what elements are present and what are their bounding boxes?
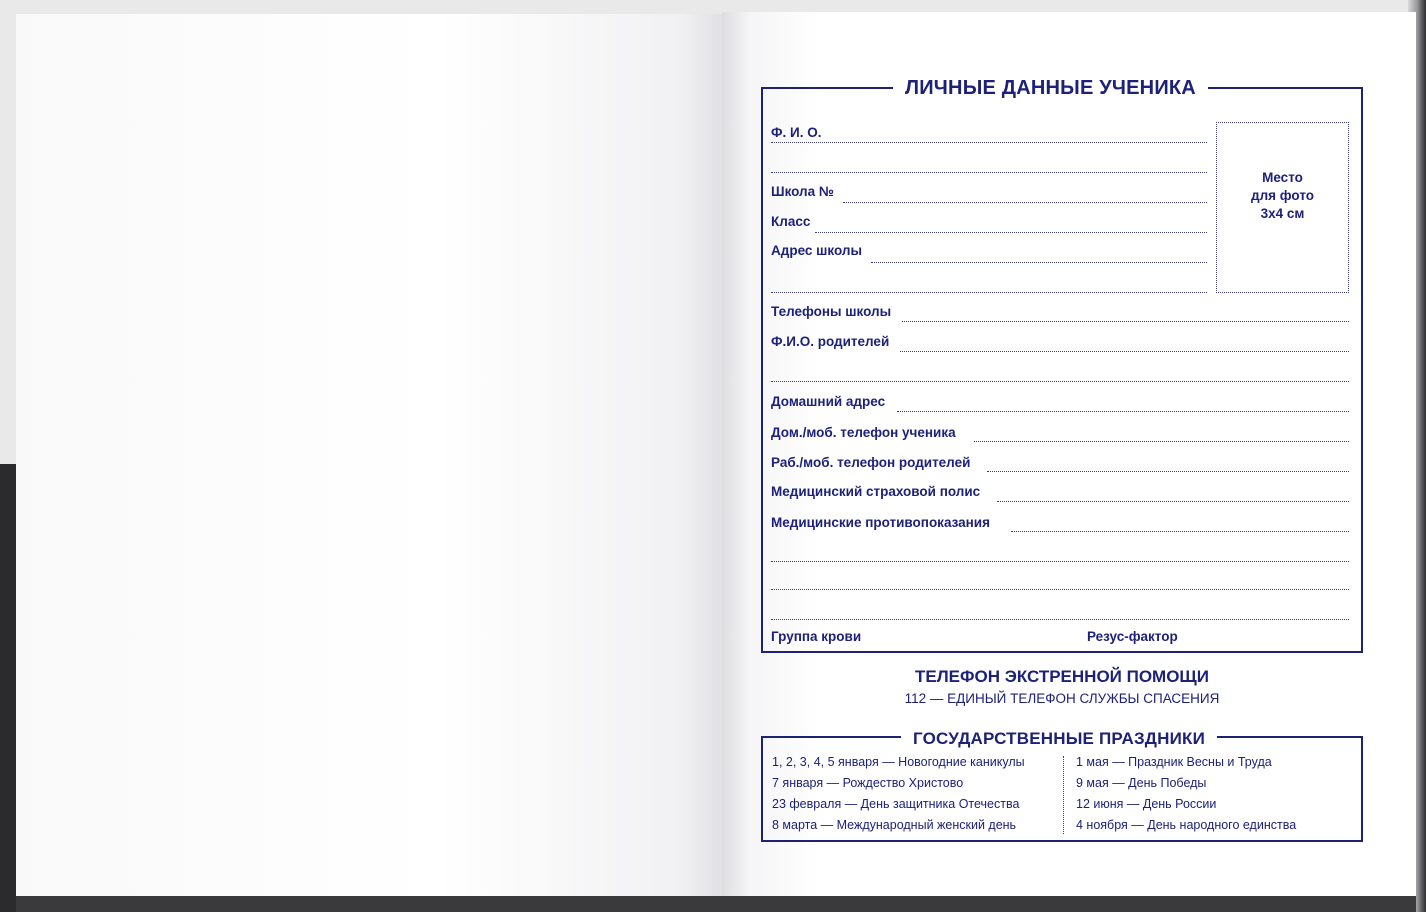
label-fio: Ф. И. О.	[771, 125, 822, 140]
label-student-phone: Дом./моб. телефон ученика	[771, 425, 956, 440]
input-line-fio-2[interactable]	[771, 151, 1207, 173]
input-line-class[interactable]	[815, 211, 1207, 233]
label-parents-phone: Раб./моб. телефон родителей	[771, 455, 971, 470]
input-line-school-address[interactable]	[871, 241, 1207, 263]
input-line-contraindications-2[interactable]	[771, 540, 1349, 562]
label-parents-fio: Ф.И.О. родителей	[771, 334, 890, 349]
input-line-contraindications[interactable]	[1011, 510, 1349, 532]
holiday-item: 8 марта — Международный женский день	[772, 818, 1017, 832]
holidays-divider	[1063, 756, 1064, 834]
label-school-no: Школа №	[771, 184, 834, 199]
input-line-fio[interactable]	[771, 121, 1207, 143]
personal-data-title: ЛИЧНЫЕ ДАННЫЕ УЧЕНИКА	[893, 76, 1208, 100]
holidays-left-column	[772, 752, 1025, 836]
input-line-home-address[interactable]	[897, 390, 1349, 412]
holidays-title: ГОСУДАРСТВЕННЫЕ ПРАЗДНИКИ	[901, 727, 1217, 751]
input-line-school-address-2[interactable]	[771, 271, 1207, 293]
input-line-parents-fio-2[interactable]	[771, 360, 1349, 382]
label-blood-group: Группа крови	[771, 629, 862, 644]
holiday-item: 4 ноября — День народного единства	[1076, 818, 1297, 832]
holiday-item: 1 мая — Праздник Весны и Труда	[1076, 755, 1272, 769]
input-line-parents-phone[interactable]	[987, 450, 1349, 472]
label-rh-factor: Резус-фактор	[1087, 629, 1178, 644]
input-line-insurance[interactable]	[997, 480, 1349, 502]
page-bottom-edge	[16, 896, 1416, 912]
label-home-address: Домашний адрес	[771, 394, 886, 409]
label-insurance: Медицинский страховой полис	[771, 484, 981, 499]
left-page-blank	[16, 14, 722, 896]
label-contraindications: Медицинские противопоказания	[771, 515, 990, 530]
label-class: Класс	[771, 214, 811, 229]
input-line-student-phone[interactable]	[974, 420, 1349, 442]
emergency-title: ТЕЛЕФОН ЭКСТРЕННОЙ ПОМОЩИ	[915, 667, 1209, 686]
label-school-phones: Телефоны школы	[771, 304, 892, 319]
input-line-contraindications-3[interactable]	[771, 568, 1349, 590]
input-line-parents-fio[interactable]	[900, 330, 1349, 352]
input-line-school-no[interactable]	[843, 181, 1207, 203]
holiday-item: 23 февраля — День защитника Отечества	[772, 797, 1020, 811]
input-line-school-phones[interactable]	[902, 300, 1349, 322]
holiday-item: 7 января — Рождество Христово	[772, 776, 964, 790]
emergency-subtitle: 112 — ЕДИНЫЙ ТЕЛЕФОН СЛУЖБЫ СПАСЕНИЯ	[904, 691, 1220, 706]
input-line-contraindications-4[interactable]	[771, 598, 1349, 620]
holidays-right-column	[1076, 752, 1296, 836]
holiday-item: 1, 2, 3, 4, 5 января — Новогодние каникулы	[772, 755, 1025, 769]
photo-caption: Место для фото 3x4 см	[1251, 170, 1314, 221]
holiday-item: 12 июня — День России	[1076, 797, 1217, 811]
photo-placeholder	[1216, 122, 1349, 293]
holidays-frame	[761, 729, 1363, 842]
holiday-item: 9 мая — День Победы	[1076, 776, 1207, 790]
label-school-address: Адрес школы	[771, 243, 862, 258]
